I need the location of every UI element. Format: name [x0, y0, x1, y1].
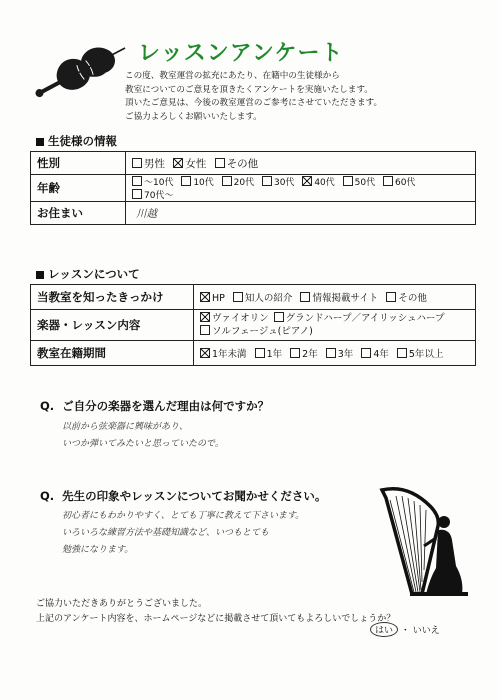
- tenure-row: [31, 341, 476, 366]
- checkbox-checked-icon[interactable]: [173, 158, 183, 168]
- publish-consent-choice: [370, 622, 440, 637]
- square-bullet-icon: [36, 138, 44, 146]
- checkbox-checked-icon[interactable]: [200, 348, 210, 358]
- checkbox-icon[interactable]: [290, 348, 300, 358]
- age-row: [31, 175, 476, 202]
- checkbox-checked-icon[interactable]: [200, 292, 210, 302]
- question-1: Q. ご自分の楽器を選んだ理由は何ですか？: [40, 399, 270, 413]
- checkbox-icon[interactable]: [361, 348, 371, 358]
- age-option[interactable]: 70代～: [132, 191, 173, 201]
- checkbox-icon[interactable]: [255, 348, 265, 358]
- age-option[interactable]: 20代: [222, 178, 254, 188]
- separator: ・: [400, 626, 410, 636]
- source-row: [31, 285, 476, 310]
- gender-options: [126, 152, 476, 175]
- answer-1[interactable]: 以前から弦楽器に興味があり、 いつか弾いてみたいと思っていたので。: [62, 422, 224, 449]
- instrument-option-harp[interactable]: グランドハープ／アイリッシュハープ: [274, 313, 445, 324]
- intro-text: この度、教室運営の拡充にあたり、在籍中の生徒様から 教室についてのご意見を頂きたくアンケートを実施いたします。 頂いたご意見は、今後の教室運営のご参考にさせていただきます。 ご協力よろしくお願いいたします。: [125, 71, 383, 122]
- checkbox-icon[interactable]: [343, 176, 353, 186]
- checkbox-icon[interactable]: [383, 176, 393, 186]
- student-section-heading: 生徒様の情報: [36, 133, 117, 149]
- checkbox-icon[interactable]: [233, 292, 243, 302]
- checkbox-icon[interactable]: [262, 176, 272, 186]
- source-label: 当教室を知ったきっかけ: [31, 285, 194, 310]
- tenure-option[interactable]: 4年: [361, 349, 389, 360]
- gender-option-male[interactable]: 男性: [132, 158, 165, 170]
- tenure-label: 教室在籍期間: [31, 341, 194, 366]
- address-value-cell[interactable]: [126, 202, 476, 225]
- checkbox-icon[interactable]: [132, 189, 142, 199]
- checkbox-icon[interactable]: [397, 348, 407, 358]
- footer-text: ご協力いただきありがとうございました。 上記のアンケート内容を、ホームページなどに掲載させて頂いてもよろしいでしょうか？: [36, 599, 396, 624]
- gender-option-other[interactable]: その他: [215, 158, 259, 170]
- tenure-option[interactable]: 3年: [326, 349, 354, 360]
- instrument-label: 楽器・レッスン内容: [31, 310, 194, 341]
- tenure-option[interactable]: 2年: [290, 349, 318, 360]
- question-2: Q. 先生の印象やレッスンについてお聞かせください。: [40, 489, 327, 503]
- tenure-option[interactable]: 1年: [255, 349, 283, 360]
- checkbox-icon[interactable]: [222, 176, 232, 186]
- yes-option[interactable]: はい: [370, 622, 398, 637]
- checkbox-checked-icon[interactable]: [302, 176, 312, 186]
- square-bullet-icon: [36, 271, 44, 279]
- checkbox-checked-icon[interactable]: [200, 312, 210, 322]
- checkbox-icon[interactable]: [300, 292, 310, 302]
- age-option[interactable]: 40代: [302, 178, 334, 188]
- checkbox-icon[interactable]: [215, 158, 225, 168]
- address-label: お住まい: [31, 202, 126, 225]
- source-option-site[interactable]: 情報掲載サイト: [300, 293, 378, 304]
- violin-illustration: [30, 40, 130, 100]
- age-option[interactable]: ～10代: [132, 178, 173, 188]
- instrument-options: [194, 310, 476, 341]
- checkbox-icon[interactable]: [274, 312, 284, 322]
- age-option[interactable]: 30代: [262, 178, 294, 188]
- harp-player-illustration: [378, 486, 470, 598]
- student-info-table: [30, 151, 476, 225]
- checkbox-icon[interactable]: [200, 325, 210, 335]
- lesson-section-heading: レッスンについて: [36, 266, 140, 282]
- gender-row: [31, 152, 476, 175]
- source-option-other[interactable]: その他: [386, 293, 427, 304]
- checkbox-icon[interactable]: [181, 176, 191, 186]
- checkbox-icon[interactable]: [326, 348, 336, 358]
- tenure-option[interactable]: 5年以上: [397, 349, 444, 360]
- instrument-option-solfege[interactable]: ソルフェージュ(ピアノ): [200, 326, 313, 337]
- page-title: レッスンアンケート: [138, 41, 344, 66]
- age-option[interactable]: 10代: [181, 178, 213, 188]
- age-option[interactable]: 60代: [383, 178, 415, 188]
- age-option[interactable]: 50代: [343, 178, 375, 188]
- age-label: 年齢: [31, 175, 126, 202]
- gender-option-female[interactable]: 女性: [173, 158, 206, 170]
- tenure-options: [194, 341, 476, 366]
- age-options: [126, 175, 476, 202]
- gender-label: 性別: [31, 152, 126, 175]
- address-value: 川越: [136, 207, 157, 220]
- instrument-row: [31, 310, 476, 341]
- no-option[interactable]: いいえ: [412, 626, 440, 636]
- checkbox-icon[interactable]: [132, 158, 142, 168]
- instrument-option-violin[interactable]: ヴァイオリン: [200, 313, 269, 324]
- checkbox-icon[interactable]: [132, 176, 142, 186]
- answer-2[interactable]: 初心者にもわかりやすく、とても丁寧に教えて下さいます。 いろいろな練習方法や基礎知識など、いつもとても 勉強になります。: [62, 511, 305, 555]
- source-options: [194, 285, 476, 310]
- lesson-info-table: [30, 284, 476, 366]
- source-option-hp[interactable]: HP: [200, 293, 225, 304]
- tenure-option[interactable]: 1年未満: [200, 349, 247, 360]
- address-row: [31, 202, 476, 225]
- source-option-referral[interactable]: 知人の紹介: [233, 293, 293, 304]
- checkbox-icon[interactable]: [386, 292, 396, 302]
